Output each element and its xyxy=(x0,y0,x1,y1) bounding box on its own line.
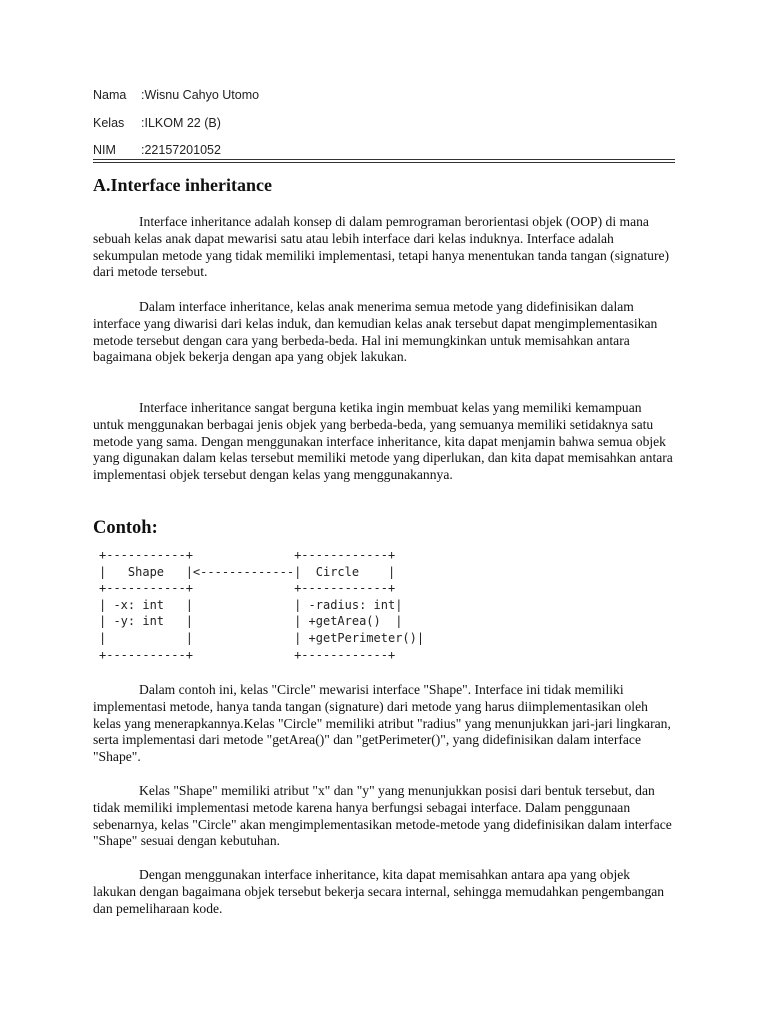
paragraph: Interface inheritance sangat berguna ketika ingin membuat kelas yang memiliki kemampuan untuk menggunakan berbagai jenis objek yang berbeda-beda, yang semuanya memiliki setidaknya satu metode yang sama. Dengan menggunakan interface inheritance, kita dapat menjamin bahwa semua objek yang digunakan dalam kelas tersebut memiliki metode yang diperlukan, dan kita dapat memisahkan antara implementasi objek tersebut dengan kelas yang menggunakannya. xyxy=(93,400,673,483)
paragraph: Dalam contoh ini, kelas "Circle" mewarisi interface "Shape". Interface ini tidak memiliki implementasi metode, hanya tanda tangan (signature) dari metode yang harus diimplementasikan oleh kelas yang menerapkannya.Kelas "Circle" memiliki atribut "radius" yang menunjukkan jari-jari lingkaran, serta implementasi dari metode "getArea()" dan "getPerimeter()", yang didefinisikan dalam interface "Shape". xyxy=(93,682,671,765)
header-label: Kelas xyxy=(93,116,125,130)
uml-diagram: +-----------+ +------------+ | Shape |<-------------| Circle | +-----------+ +------------+ | -x: int | | -radius: int| | -y: int | | +getArea() | | | | +getPerimeter()| +-----------+ +------------+ xyxy=(99,548,425,662)
header-divider-bottom xyxy=(93,162,675,163)
header-value: :22157201052 xyxy=(141,143,221,157)
header-divider-top xyxy=(93,159,675,160)
header-value: :ILKOM 22 (B) xyxy=(141,116,221,130)
header-label: NIM xyxy=(93,143,116,157)
example-title: Contoh: xyxy=(93,518,158,538)
header-nama xyxy=(93,88,259,102)
header-nim xyxy=(93,143,221,157)
header-label: Nama xyxy=(93,88,127,102)
paragraph: Interface inheritance adalah konsep di dalam pemrograman berorientasi objek (OOP) di mana sebuah kelas anak dapat mewarisi satu atau lebih interface dari kelas induknya. Interface adalah sekumpulan metode yang tidak memiliki implementasi, tetapi hanya menentukan tanda tangan (signature) dari metode tersebut. xyxy=(93,214,670,280)
paragraph: Dalam interface inheritance, kelas anak menerima semua metode yang didefinisikan dalam interface yang diwarisi dari kelas induk, dan kemudian kelas anak tersebut dapat mengimplementasikan metode tersebut dengan cara yang berbeda-beda. Hal ini memungkinkan untuk memisahkan antara bagaimana objek bekerja dengan apa yang objek lakukan. xyxy=(93,299,658,365)
header-kelas xyxy=(93,116,221,130)
paragraph: Kelas "Shape" memiliki atribut "x" dan "y" yang menunjukkan posisi dari bentuk tersebut, dan tidak memiliki implementasi metode karena hanya berfungsi sebagai interface. Dalam penggunaan sebenarnya, kelas "Circle" akan mengimplementasikan metode-metode yang didefinisikan dalam interface "Shape" sesuai dengan kebutuhan. xyxy=(93,783,672,849)
section-title: A.Interface inheritance xyxy=(93,175,272,195)
paragraph: Dengan menggunakan interface inheritance, kita dapat memisahkan antara apa yang objek lakukan dengan bagaimana objek tersebut bekerja secara internal, sehingga memudahkan pengembangan dan pemeliharaan kode. xyxy=(93,867,665,916)
header-value: :Wisnu Cahyo Utomo xyxy=(141,88,260,102)
